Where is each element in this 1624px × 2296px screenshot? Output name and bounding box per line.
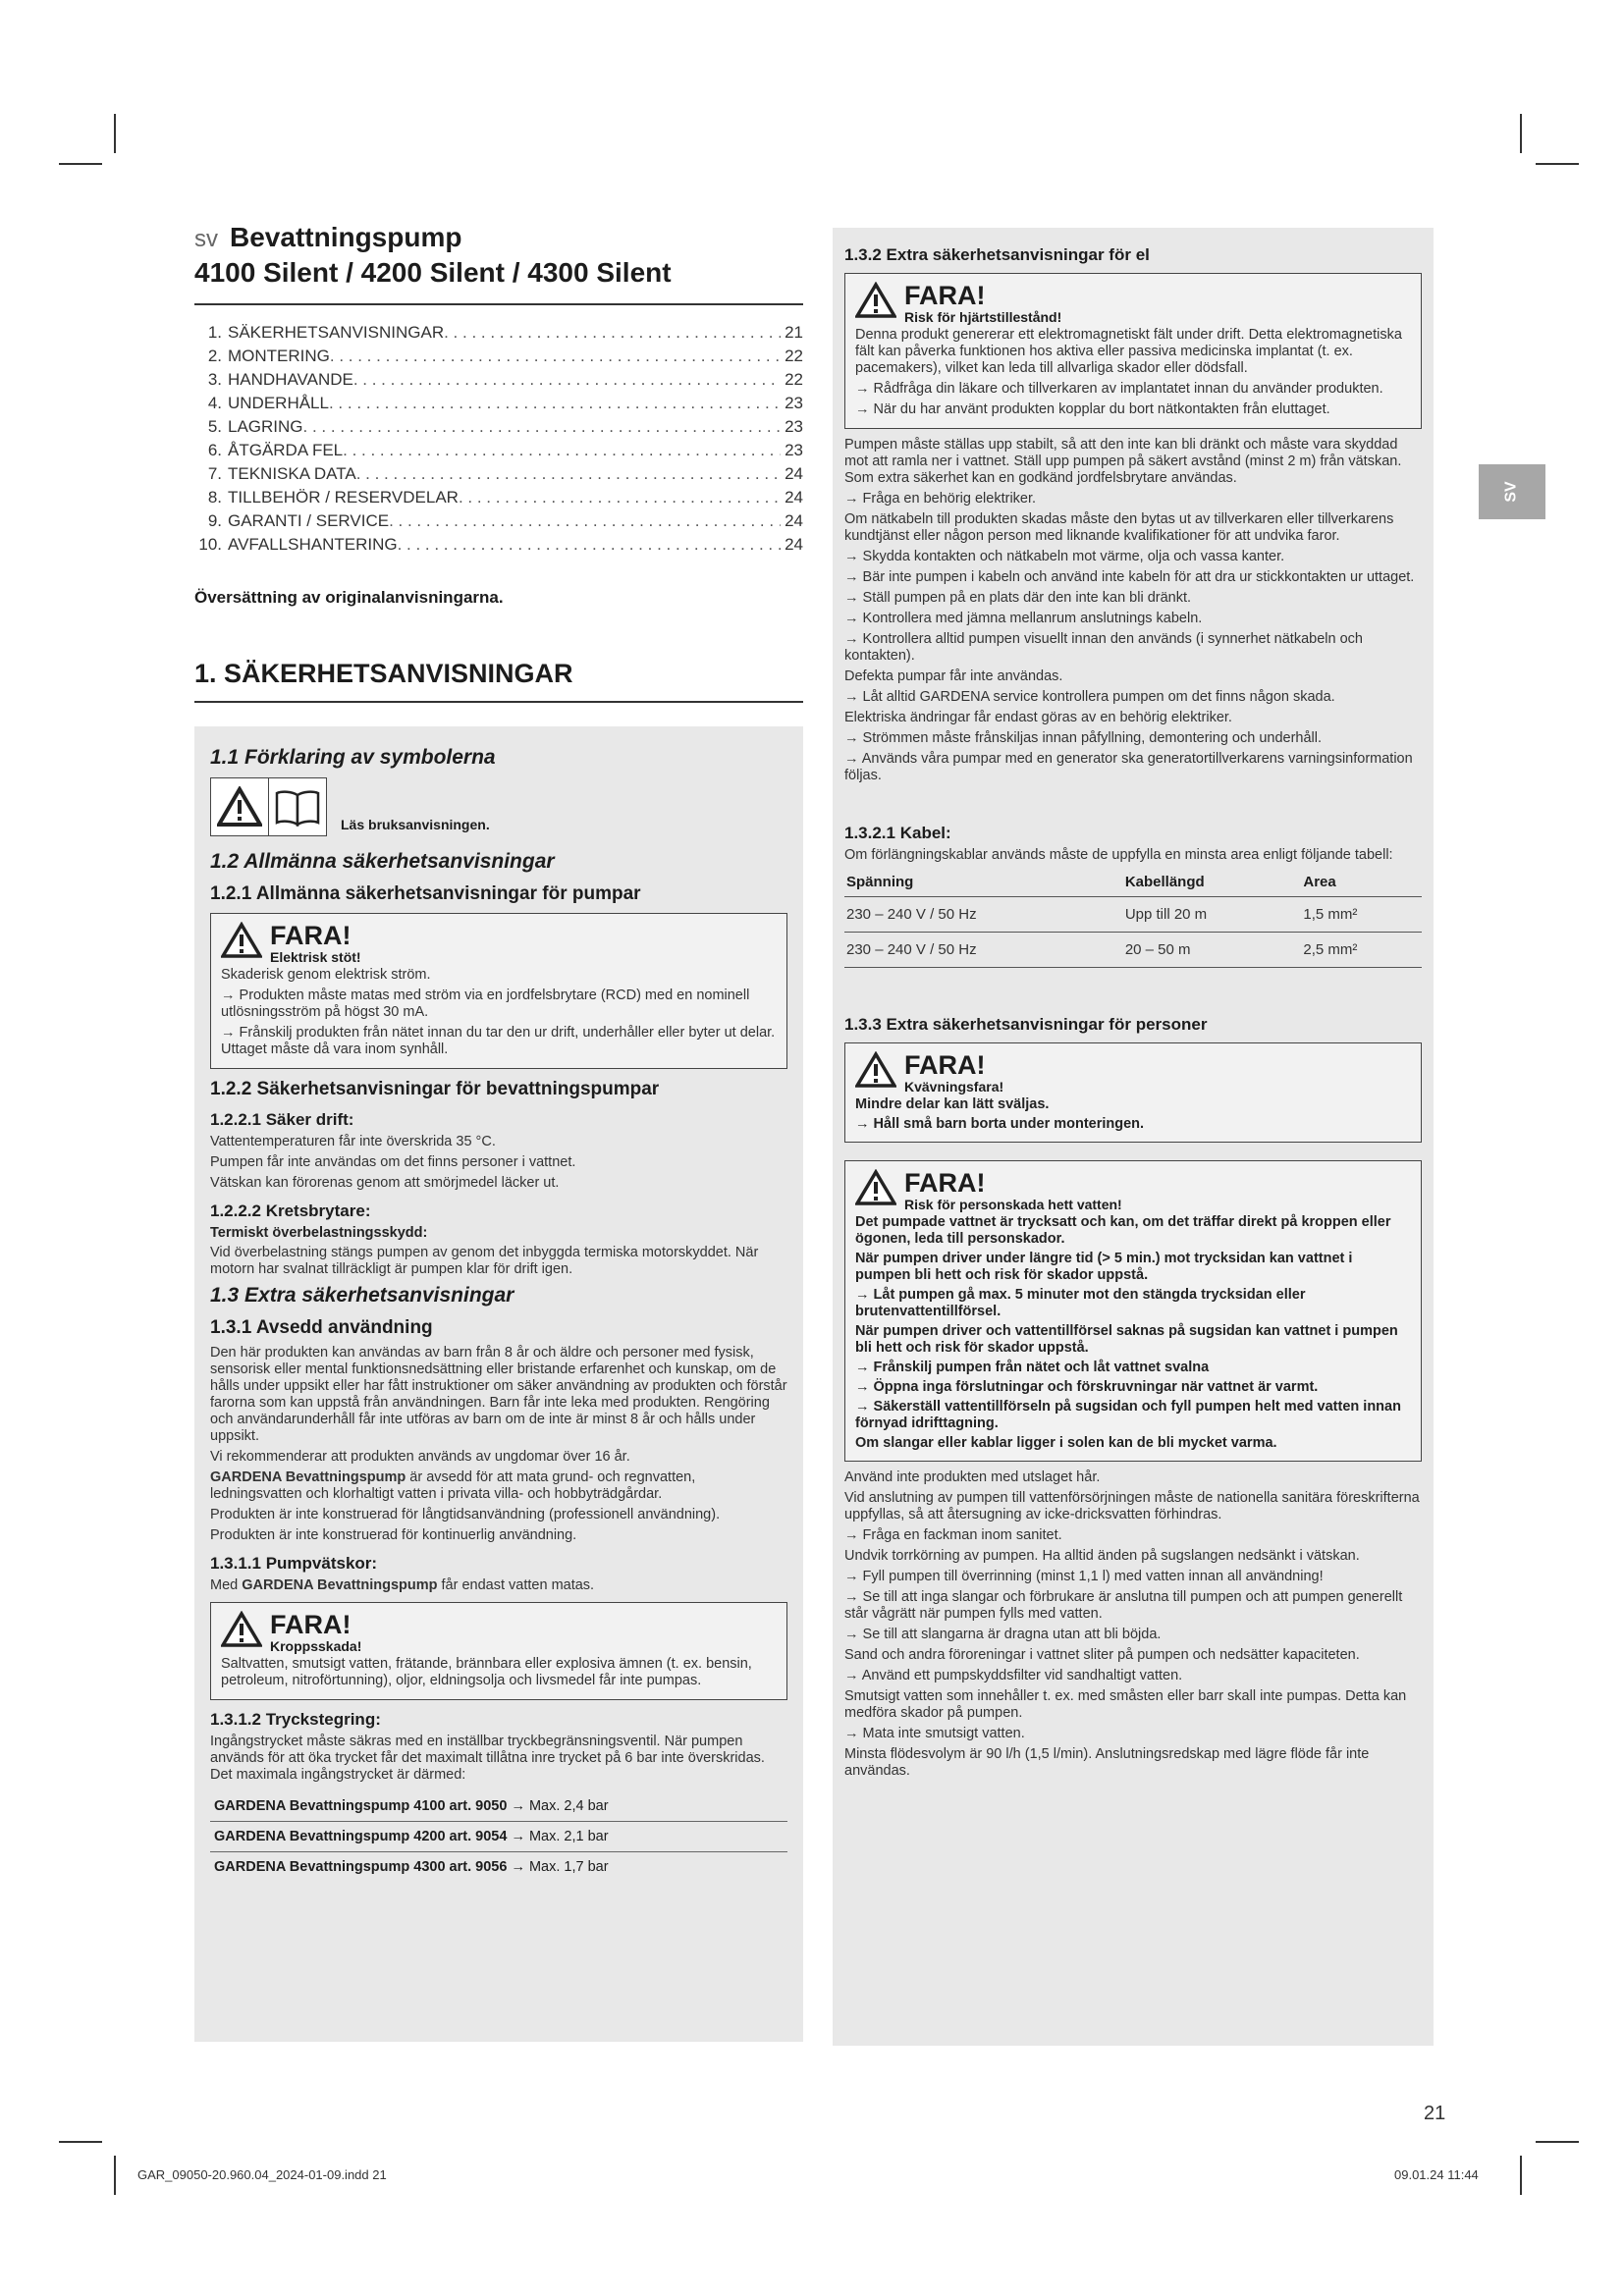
- danger-text: Om slangar eller kablar ligger i solen kan de bli mycket varma.: [855, 1435, 1277, 1451]
- body-text: → Bär inte pumpen i kabeln och använd inte kabeln för att dra ur stickkontakten ur uttaget.: [844, 569, 1415, 585]
- symbol-row: [210, 777, 787, 836]
- danger-subtitle: Elektrisk stöt!: [270, 949, 361, 965]
- danger-text: → Frånskilj pumpen från nätet och låt vattnet svalna: [855, 1360, 1210, 1375]
- danger-subtitle: Risk för personskada hett vatten!: [904, 1197, 1122, 1212]
- left-safety-panel: [194, 726, 803, 2042]
- toc-item[interactable]: 5. LAGRING . . . 23: [194, 415, 803, 439]
- heading-1-3-2: 1.3.2 Extra säkerhetsanvisningar för el: [844, 245, 1150, 264]
- body-text: Vid anslutning av pumpen till vattenförsörjningen måste de nationella sanitära föreskrifterna uppfyllas, så att återsugning av icke-dricksvatten förhindras.: [844, 1490, 1420, 1522]
- danger-text: → När du har använt produkten kopplar du bort nätkontakten från eluttaget.: [855, 401, 1330, 417]
- danger-box-choking: [844, 1042, 1422, 1143]
- body-text: → Se till att inga slangar och förbrukare är anslutna till pumpen och att pumpen generellt står vågrätt när pumpen fylls med vatten.: [844, 1589, 1403, 1622]
- table-row: GARDENA Bevattningspump 4100 art. 9050 → Max. 2,4 bar: [214, 1798, 609, 1814]
- heading-1-3-2-1: 1.3.2.1 Kabel:: [844, 824, 951, 842]
- danger-text: → Frånskilj produkten från nätet innan du tar den ur drift, underhåller eller byter ut delar. Uttaget måste då vara inom synhåll.: [221, 1025, 776, 1057]
- danger-title: FARA!: [270, 1610, 352, 1639]
- danger-subtitle: Kvävningsfara!: [904, 1079, 1004, 1095]
- body-text: → Används våra pumpar med en generator ska generatortillverkarens varningsinformation följas.: [844, 751, 1413, 783]
- danger-box-electric: [210, 913, 787, 1069]
- body-text: Ingångstrycket måste säkras med en inställbar tryckbegränsningsventil. När pumpen används för att öka trycket får det maximalt tillåtna inre trycket på 6 bar inte överskridas. Det maximala ingångstrycket är därmed:: [210, 1734, 765, 1783]
- warning-triangle-icon: [221, 1611, 262, 1648]
- danger-text: → Öppna inga förslutningar och förskruvningar när vattnet är varmt.: [855, 1379, 1319, 1395]
- body-text: → Fråga en fackman inom sanitet.: [844, 1527, 1062, 1543]
- crop-mark: [1536, 2141, 1579, 2143]
- body-text: Den här produkten kan användas av barn från 8 år och äldre och personer med fysisk, sensorisk eller mental funktionsnedsättning eller bristande erfarenhet och kunskap, om de hålls under uppsikt eller har fått instruktioner om säker användning av produkten och förstår farorna som kan uppstå från användningen. Barn får inte leka med produkten. Rengöring och användarunderhåll får inte utföras av barn om de inte är minst 8 år och hålls under uppsikt.: [210, 1345, 787, 1444]
- toc-item[interactable]: 9. GARANTI / SERVICE . . . 24: [194, 509, 803, 533]
- title-line1: Bevattningspump: [230, 222, 462, 252]
- crop-mark: [1536, 163, 1579, 165]
- danger-text: När pumpen driver och vattentillförsel saknas på sugsidan kan vattnet i pumpen bli hett och risk för skador uppstå.: [855, 1323, 1398, 1356]
- book-icon: [268, 778, 326, 835]
- body-text: → Använd ett pumpskyddsfilter vid sandhaltigt vatten.: [844, 1668, 1183, 1683]
- translation-note: Översättning av originalanvisningarna.: [194, 588, 504, 607]
- title-line2: 4100 Silent / 4200 Silent / 4300 Silent: [194, 257, 672, 288]
- body-text: Smutsigt vatten som innehåller t. ex. med småsten eller barr skall inte pumpas. Detta kan medföra skador på pumpen.: [844, 1688, 1407, 1721]
- body-text: Defekta pumpar får inte användas.: [844, 668, 1063, 684]
- warning-triangle-icon: [211, 778, 268, 835]
- body-text: → Skydda kontakten och nätkabeln mot värme, olja och vassa kanter.: [844, 549, 1285, 564]
- right-safety-panel: [833, 228, 1434, 2046]
- toc-item[interactable]: 10. AVFALLSHANTERING . . . 24: [194, 533, 803, 557]
- body-text: Elektriska ändringar får endast göras av en behörig elektriker.: [844, 710, 1232, 725]
- body-text-bold: Termiskt överbelastningsskydd:: [210, 1225, 428, 1241]
- body-text: Vattentemperaturen får inte överskrida 35 °C.: [210, 1134, 496, 1149]
- body-text: Med GARDENA Bevattningspump får endast vatten matas.: [210, 1577, 595, 1593]
- body-text: Undvik torrkörning av pumpen. Ha alltid änden på sugslangen nedsänkt i vätskan.: [844, 1548, 1360, 1564]
- body-text: → Fyll pumpen till överrinning (minst 1,1 l) med vatten innan all användning!: [844, 1569, 1324, 1584]
- danger-subtitle: Kroppsskada!: [270, 1638, 362, 1654]
- heading-1-3-1-2: 1.3.1.2 Tryckstegring:: [210, 1710, 381, 1729]
- body-text: Produkten är inte konstruerad för långtidsanvändning (professionell användning).: [210, 1507, 721, 1522]
- danger-text: När pumpen driver under längre tid (> 5 min.) mot trycksidan kan vattnet i pumpen bli hett och risk för skador uppstå.: [855, 1251, 1353, 1283]
- body-text: Vätskan kan förorenas genom att smörjmedel läcker ut.: [210, 1175, 560, 1191]
- pressure-table: [210, 1791, 787, 1882]
- heading-1-2: 1.2 Allmänna säkerhetsanvisningar: [210, 850, 555, 873]
- heading-1-3: 1.3 Extra säkerhetsanvisningar: [210, 1284, 514, 1307]
- cable-table: [844, 868, 1422, 968]
- crop-mark: [59, 163, 102, 165]
- heading-1-2-2-1: 1.2.2.1 Säker drift:: [210, 1110, 354, 1129]
- body-text: Om förlängningskablar används måste de uppfylla en minsta area enligt följande tabell:: [844, 847, 1393, 863]
- toc-item[interactable]: 2. MONTERING . . . 22: [194, 345, 803, 368]
- danger-text: → Produkten måste matas med ström via en jordfelsbrytare (RCD) med en nominell utlösningsström på högst 30 mA.: [221, 988, 750, 1020]
- danger-text: → Säkerställ vattentillförseln på sugsidan och fyll pumpen helt med vatten innan förnyad idrifttagning.: [855, 1399, 1401, 1431]
- warning-triangle-icon: [855, 1051, 896, 1089]
- toc-item[interactable]: 1. SÄKERHETSANVISNINGAR . . . 21: [194, 321, 803, 345]
- body-text: → Se till att slangarna är dragna utan att bli böjda.: [844, 1627, 1162, 1642]
- page-number: 21: [1424, 2103, 1446, 2124]
- body-text: → Ställ pumpen på en plats där den inte kan bli dränkt.: [844, 590, 1192, 606]
- danger-text: Det pumpade vattnet är trycksatt och kan, om det träffar direkt på kroppen eller ögonen, leda till personskador.: [855, 1214, 1391, 1247]
- heading-1-2-2-2: 1.2.2.2 Kretsbrytare:: [210, 1201, 371, 1220]
- body-text: Minsta flödesvolym är 90 l/h (1,5 l/min). Anslutningsredskap med lägre flöde får inte användas.: [844, 1746, 1370, 1779]
- toc-item[interactable]: 6. ÅTGÄRDA FEL . . . 23: [194, 439, 803, 462]
- footer-timestamp: 09.01.24 11:44: [1394, 2167, 1479, 2182]
- heading-1-2-1: 1.2.1 Allmänna säkerhetsanvisningar för pumpar: [210, 883, 641, 904]
- body-text: Produkten är inte konstruerad för kontinuerlig användning.: [210, 1527, 577, 1543]
- table-row: 230 – 240 V / 50 Hz 20 – 50 m 2,5 mm²: [844, 933, 1422, 968]
- body-text: → Låt alltid GARDENA service kontrollera pumpen om det finns någon skada.: [844, 689, 1335, 705]
- body-text: Sand och andra föroreningar i vattnet sliter på pumpen och nedsätter kapaciteten.: [844, 1647, 1360, 1663]
- danger-box-hot-water: [844, 1160, 1422, 1462]
- table-row: 230 – 240 V / 50 Hz Upp till 20 m 1,5 mm²: [844, 897, 1422, 933]
- crop-mark: [114, 2156, 116, 2195]
- body-text: Pumpen måste ställas upp stabilt, så att den inte kan bli dränkt och måste vara skyddad mot att ramla ner i vattnet. Ställ upp pumpen på säkert avstånd (minst 2 m) från vätskan. Som extra säkerhet kan en godkänd jordfelsbrytare användas.: [844, 437, 1402, 486]
- table-row: GARDENA Bevattningspump 4300 art. 9056 → Max. 1,7 bar: [210, 1852, 787, 1883]
- heading-1-3-1: 1.3.1 Avsedd användning: [210, 1317, 433, 1338]
- danger-text: Saltvatten, smutsigt vatten, frätande, brännbara eller explosiva ämnen (t. ex. bensin, petroleum, nitroförtunning), oljor, eldningsolja och livsmedel får inte pumpas.: [221, 1656, 752, 1688]
- warning-triangle-icon: [855, 1169, 896, 1206]
- danger-text: → Håll små barn borta under monteringen.: [855, 1116, 1145, 1132]
- warning-triangle-icon: [855, 282, 896, 319]
- crop-mark: [1520, 2156, 1522, 2195]
- danger-title: FARA!: [270, 921, 352, 950]
- heading-1-3-3: 1.3.3 Extra säkerhetsanvisningar för personer: [844, 1015, 1208, 1034]
- title-rule: [194, 303, 803, 305]
- danger-subtitle: Risk för hjärtstillestånd!: [904, 309, 1062, 325]
- danger-text: Denna produkt genererar ett elektromagnetiskt fält under drift. Detta elektromagnetiska fält kan påverka funktionen hos aktiva eller passiva medicinska implantat (t. ex. pacemakers), vilket kan leda till allvarliga skador eller dödsfall.: [855, 327, 1402, 376]
- table-row: GARDENA Bevattningspump 4200 art. 9054 → Max. 2,1 bar: [210, 1822, 787, 1852]
- toc-item[interactable]: 7. TEKNISKA DATA . . . 24: [194, 462, 803, 486]
- danger-text: → Rådfråga din läkare och tillverkaren av implantatet innan du använder produkten.: [855, 381, 1383, 397]
- footer-filename: GAR_09050-20.960.04_2024-01-09.indd 21: [137, 2167, 387, 2182]
- body-text: Vi rekommenderar att produkten används av ungdomar över 16 år.: [210, 1449, 630, 1465]
- section-heading: 1. SÄKERHETSANVISNINGAR: [194, 659, 803, 703]
- crop-mark: [1520, 114, 1522, 153]
- danger-box-cardiac: [844, 273, 1422, 429]
- body-text: Använd inte produkten med utslaget hår.: [844, 1469, 1101, 1485]
- body-text: → Kontrollera alltid pumpen visuellt innan den används (i synnerhet nätkabeln och kontakten).: [844, 631, 1363, 664]
- danger-text: Skaderisk genom elektrisk ström.: [221, 967, 431, 983]
- read-manual-text: Läs bruksanvisningen.: [341, 817, 490, 832]
- language-tab: SV: [1479, 464, 1545, 519]
- crop-mark: [59, 2141, 102, 2143]
- body-text: Om nätkabeln till produkten skadas måste den bytas ut av tillverkaren eller tillverkarens kundtjänst eller någon person med liknande kvalifikationer för att undvika faror.: [844, 511, 1394, 544]
- body-text: → Fråga en behörig elektriker.: [844, 491, 1037, 507]
- body-text: → Strömmen måste frånskiljas innan påfyllning, demontering och underhåll.: [844, 730, 1322, 746]
- crop-mark: [114, 114, 116, 153]
- warning-triangle-icon: [221, 922, 262, 959]
- body-text: GARDENA Bevattningspump är avsedd för att mata grund- och regnvatten, ledningsvatten och klorhaltigt vatten i privata villa- och hobbyträdgårdar.: [210, 1469, 696, 1502]
- table-of-contents: [194, 321, 803, 557]
- body-text: Pumpen får inte användas om det finns personer i vattnet.: [210, 1154, 576, 1170]
- heading-1-3-1-1: 1.3.1.1 Pumpvätskor:: [210, 1554, 378, 1573]
- left-column: [194, 221, 803, 2042]
- language-code: sv: [194, 226, 218, 252]
- danger-box-injury: [210, 1602, 787, 1700]
- danger-title: FARA!: [904, 281, 986, 310]
- toc-item[interactable]: 3. HANDHAVANDE . . . 22: [194, 368, 803, 392]
- toc-item[interactable]: 8. TILLBEHÖR / RESERVDELAR . . . 24: [194, 486, 803, 509]
- document-title: [194, 221, 803, 256]
- heading-1-1: 1.1 Förklaring av symbolerna: [210, 746, 496, 769]
- body-text: Vid överbelastning stängs pumpen av genom det inbyggda termiska motorskyddet. När motorn har svalnat tillräckligt är pumpen klar för drift igen.: [210, 1245, 759, 1277]
- toc-item[interactable]: 4. UNDERHÅLL . . . 23: [194, 392, 803, 415]
- table-header-row: Spänning Kabellängd Area: [844, 868, 1422, 897]
- danger-title: FARA!: [904, 1168, 986, 1198]
- danger-text: → Låt pumpen gå max. 5 minuter mot den stängda trycksidan eller brutenvattentillförsel.: [855, 1287, 1306, 1319]
- body-text: → Kontrollera med jämna mellanrum anslutnings kabeln.: [844, 611, 1203, 626]
- heading-1-2-2: 1.2.2 Säkerhetsanvisningar för bevattningspumpar: [210, 1079, 660, 1099]
- danger-text: Mindre delar kan lätt sväljas.: [855, 1096, 1050, 1112]
- danger-title: FARA!: [904, 1050, 986, 1080]
- body-text: → Mata inte smutsigt vatten.: [844, 1726, 1025, 1741]
